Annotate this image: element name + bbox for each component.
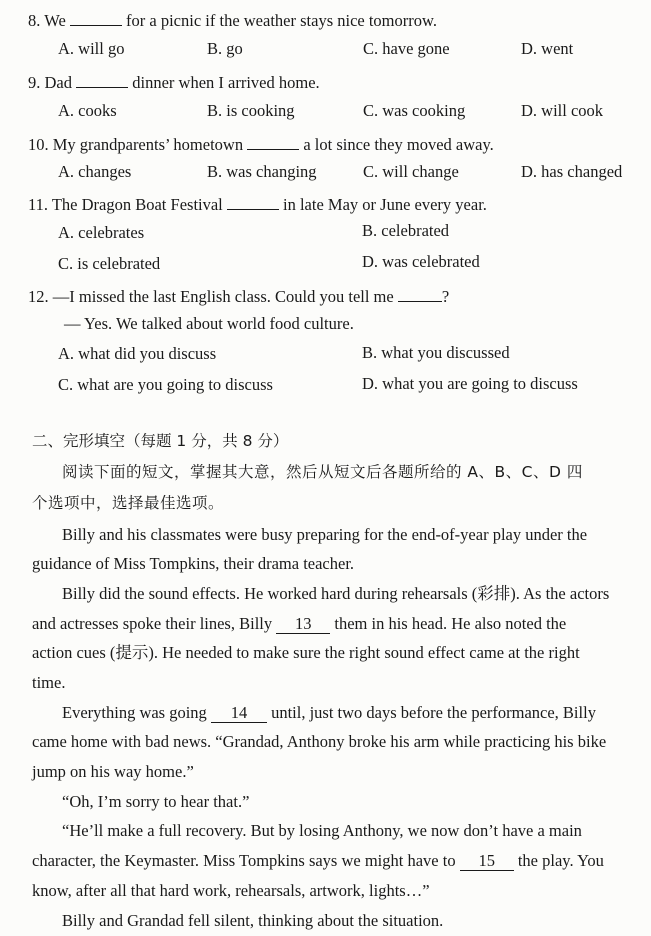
passage-line: know, after all that hard work, rehearsals, artwork, lights…” bbox=[32, 881, 430, 900]
option-c: C. will change bbox=[363, 162, 459, 181]
option-a: A. will go bbox=[58, 39, 125, 58]
passage-line: Everything was going 14 until, just two days before the performance, Billy bbox=[62, 703, 596, 722]
passage-line: Billy and Grandad fell silent, thinking about the situation. bbox=[62, 911, 444, 930]
dialogue-reply: — Yes. We talked about world food culture. bbox=[64, 314, 354, 333]
option-d: D. was celebrated bbox=[362, 252, 480, 271]
option-b: B. go bbox=[207, 39, 243, 58]
option-d: D. what you are going to discuss bbox=[362, 374, 578, 393]
passage-line: guidance of Miss Tompkins, their drama teacher. bbox=[32, 554, 355, 573]
question-number: 9. bbox=[28, 73, 41, 92]
instruction-line-2: 个选项中，选择最佳选项。 bbox=[32, 494, 225, 512]
option-c: C. was cooking bbox=[363, 101, 466, 120]
option-b: B. was changing bbox=[207, 162, 317, 181]
passage-line: “Oh, I’m sorry to hear that.” bbox=[62, 792, 250, 811]
question-10 bbox=[28, 131, 494, 156]
question-text-before: We bbox=[44, 11, 66, 30]
cloze-blank-15: 15 bbox=[460, 852, 514, 871]
question-text-before: Dad bbox=[44, 73, 72, 92]
passage-line: jump on his way home.” bbox=[32, 762, 194, 781]
cloze-blank-13: 13 bbox=[276, 615, 330, 634]
question-text-after: a lot since they moved away. bbox=[303, 135, 494, 154]
option-c: C. what are you going to discuss bbox=[58, 375, 273, 394]
question-text-after: for a picnic if the weather stays nice tomorrow. bbox=[126, 11, 437, 30]
passage-line: came home with bad news. “Grandad, Anthony broke his arm while practicing his bike bbox=[32, 732, 607, 751]
question-9 bbox=[28, 69, 320, 94]
passage-line: “He’ll make a full recovery. But by losing Anthony, we now don’t have a main bbox=[62, 821, 582, 840]
section-heading: 二、完形填空（每题 1 分，共 8 分） bbox=[32, 432, 289, 450]
answer-blank bbox=[247, 131, 299, 150]
question-number: 10. bbox=[28, 135, 49, 154]
option-b: B. is cooking bbox=[207, 101, 295, 120]
option-b: B. what you discussed bbox=[362, 343, 510, 362]
option-d: D. has changed bbox=[521, 162, 623, 181]
question-text-before: The Dragon Boat Festival bbox=[51, 195, 223, 214]
option-c: C. is celebrated bbox=[58, 254, 161, 273]
question-number: 12. bbox=[28, 287, 49, 306]
question-11 bbox=[28, 191, 487, 216]
passage-line: action cues (提示). He needed to make sure the right sound effect came at the right bbox=[32, 643, 580, 662]
passage-line: character, the Keymaster. Miss Tompkins says we might have to 15 the play. You bbox=[32, 851, 604, 870]
option-a: A. celebrates bbox=[58, 223, 145, 242]
question-text-after: dinner when I arrived home. bbox=[132, 73, 320, 92]
question-text-before: My grandparents’ hometown bbox=[52, 135, 244, 154]
question-text-after: ? bbox=[441, 287, 450, 306]
passage-line: and actresses spoke their lines, Billy 13 them in his head. He also noted the bbox=[32, 614, 567, 633]
option-c: C. have gone bbox=[363, 39, 450, 58]
answer-blank bbox=[398, 283, 442, 302]
question-number: 11. bbox=[28, 195, 49, 214]
passage-line: Billy and his classmates were busy preparing for the end-of-year play under the bbox=[62, 525, 588, 544]
option-a: A. changes bbox=[58, 162, 132, 181]
question-text-after: in late May or June every year. bbox=[283, 195, 487, 214]
passage-line: Billy did the sound effects. He worked hard during rehearsals (彩排). As the actors bbox=[62, 584, 610, 603]
question-12 bbox=[28, 283, 449, 308]
option-b: B. celebrated bbox=[362, 221, 450, 240]
question-text-before: —I missed the last English class. Could you tell me bbox=[52, 287, 394, 306]
question-number: 8. bbox=[28, 11, 41, 30]
option-d: D. will cook bbox=[521, 101, 604, 120]
answer-blank bbox=[70, 7, 122, 26]
option-a: A. what did you discuss bbox=[58, 344, 217, 363]
answer-blank bbox=[76, 69, 128, 88]
option-d: D. went bbox=[521, 39, 574, 58]
instruction-line-1: 阅读下面的短文，掌握其大意，然后从短文后各题所给的 A、B、C、D 四 bbox=[62, 463, 583, 481]
passage-line: time. bbox=[32, 673, 66, 692]
cloze-blank-14: 14 bbox=[211, 704, 267, 723]
answer-blank bbox=[227, 191, 279, 210]
question-8 bbox=[28, 7, 437, 32]
option-a: A. cooks bbox=[58, 101, 117, 120]
